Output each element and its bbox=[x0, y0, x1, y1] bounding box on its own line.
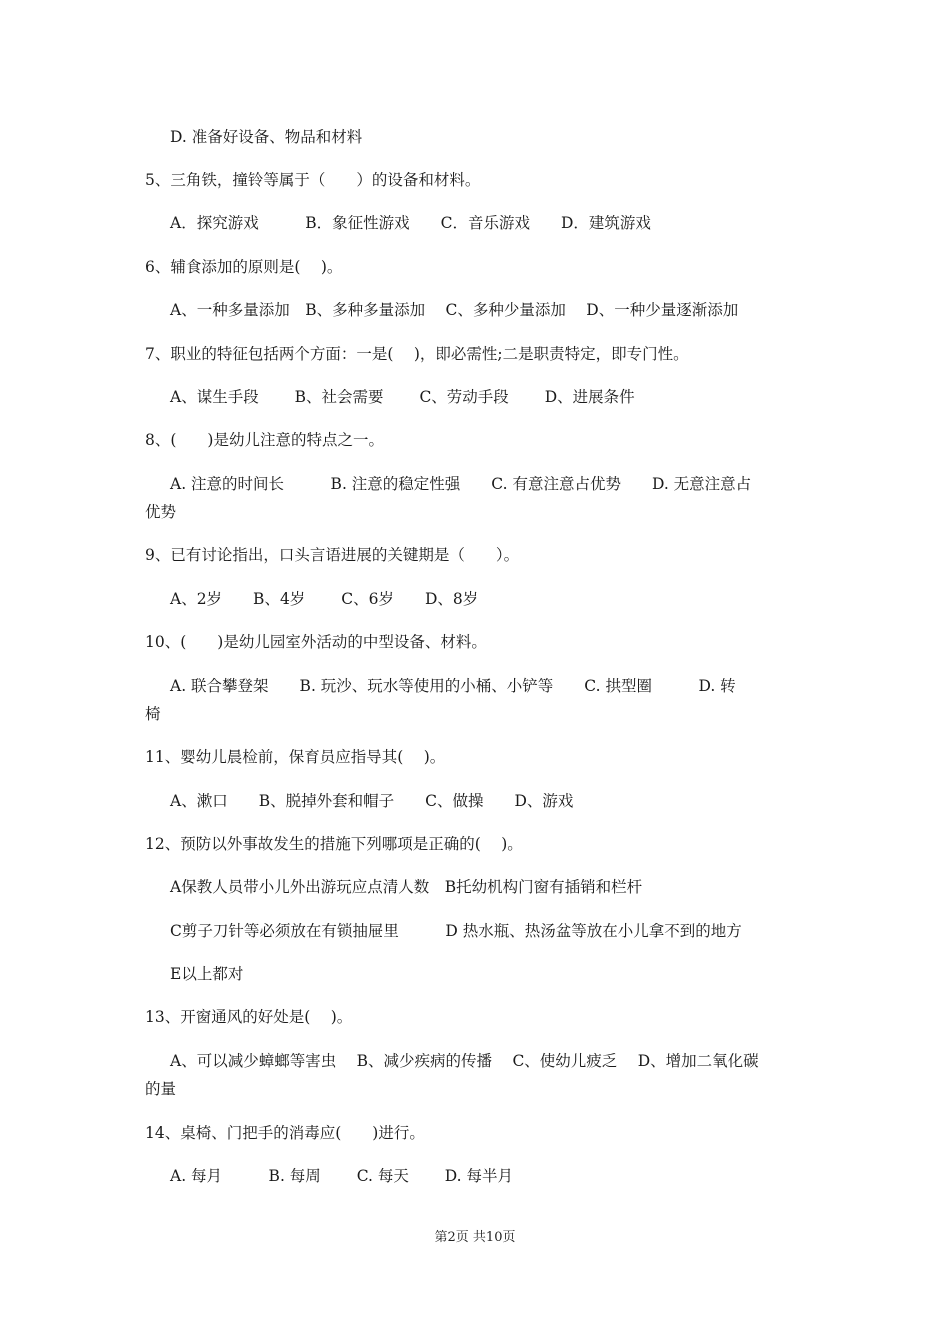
q12-options-ab: A保教人员带小儿外出游玩应点清人数 B托幼机构门窗有插销和栏杆 bbox=[170, 878, 643, 896]
question-8: 8、( )是幼儿注意的特点之一。 bbox=[145, 431, 384, 449]
question-11: 11、婴幼儿晨检前，保育员应指导其( )。 bbox=[145, 748, 446, 766]
q14-options: A. 每月 B. 每周 C. 每天 D. 每半月 bbox=[170, 1167, 514, 1185]
q11-options: A、漱口 B、脱掉外套和帽子 C、做操 D、游戏 bbox=[170, 792, 574, 810]
question-12: 12、预防以外事故发生的措施下列哪项是正确的( )。 bbox=[145, 835, 523, 853]
page-number-footer: 第2页 共10页 bbox=[434, 1230, 516, 1245]
q12-option-e: E以上都对 bbox=[170, 965, 244, 983]
question-14: 14、桌椅、门把手的消毒应( )进行。 bbox=[145, 1124, 425, 1142]
q10-options: A. 联合攀登架 B. 玩沙、玩水等使用的小桶、小铲等 C. 拱型圈 D. 转 bbox=[170, 677, 736, 695]
q4-option-d: D. 准备好设备、物品和材料 bbox=[170, 128, 363, 146]
question-7: 7、职业的特征包括两个方面：一是( )，即必需性;二是职责特定，即专门性。 bbox=[145, 345, 689, 363]
q8-options: A. 注意的时间长 B. 注意的稳定性强 C. 有意注意占优势 D. 无意注意占 bbox=[170, 475, 752, 493]
q9-options: A、2岁 B、4岁 C、6岁 D、8岁 bbox=[170, 590, 479, 608]
question-6: 6、辅食添加的原则是( )。 bbox=[145, 258, 343, 276]
q10-options-continued: 椅 bbox=[145, 705, 161, 723]
q13-options-continued: 的量 bbox=[145, 1080, 177, 1098]
question-9: 9、已有讨论指出，口头言语进展的关键期是（ ）。 bbox=[145, 546, 520, 564]
question-10: 10、( )是幼儿园室外活动的中型设备、材料。 bbox=[145, 633, 487, 651]
q13-options: A、可以减少蟑螂等害虫 B、减少疾病的传播 C、使幼儿疲乏 D、增加二氧化碳 bbox=[170, 1052, 759, 1070]
question-5: 5、三角铁，撞铃等属于（ ）的设备和材料。 bbox=[145, 171, 481, 189]
q12-options-cd: C剪子刀针等必须放在有锁抽屉里 D 热水瓶、热汤盆等放在小儿拿不到的地方 bbox=[170, 922, 742, 940]
q5-options: A．探究游戏 B．象征性游戏 C．音乐游戏 D．建筑游戏 bbox=[170, 214, 651, 232]
q8-options-continued: 优势 bbox=[145, 503, 177, 521]
q7-options: A、谋生手段 B、社会需要 C、劳动手段 D、进展条件 bbox=[170, 388, 635, 406]
q6-options: A、一种多量添加 B、多种多量添加 C、多种少量添加 D、一种少量逐渐添加 bbox=[170, 301, 739, 319]
question-13: 13、开窗通风的好处是( )。 bbox=[145, 1008, 353, 1026]
